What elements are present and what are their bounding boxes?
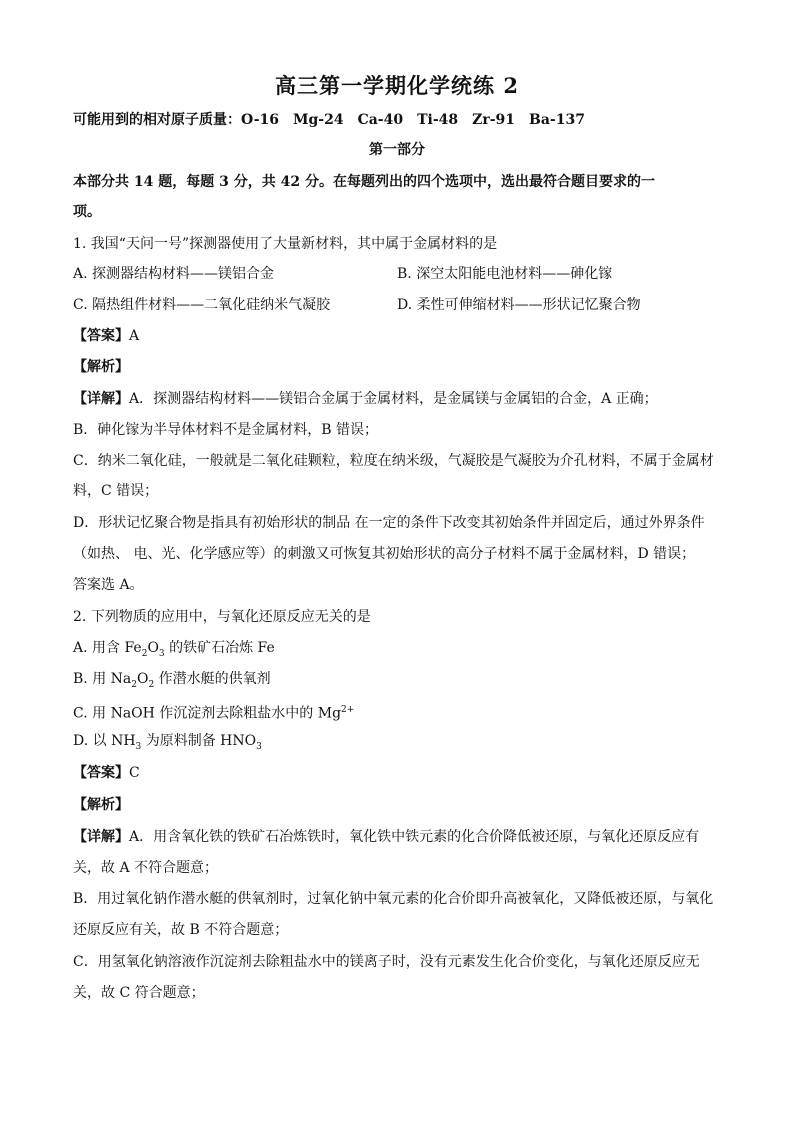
q2-detail-c-1: C．用氢氧化钠溶液作沉淀剂去除粗盐水中的镁离子时，没有元素发生化合价变化，与氧化还原反应无 <box>73 954 700 970</box>
q2-option-a <box>73 638 275 664</box>
q1-answer <box>73 326 139 346</box>
q2-detail-b-2: 还原反应有关，故 B 不符合题意； <box>73 922 289 938</box>
q1-stem: 1. 我国“天问一号”探测器使用了大量新材料，其中属于金属材料的是 <box>73 236 498 252</box>
q1-option-b: B. 深空太阳能电池材料——砷化镓 <box>397 266 613 282</box>
q2-detail-a-1 <box>73 827 699 847</box>
part-heading: 第一部分 <box>369 142 425 158</box>
subscript: 3 <box>256 741 262 752</box>
q2-option-c <box>73 700 354 724</box>
q1-option-c: C. 隔热组件材料——二氧化硅纳米气凝胶 <box>73 297 331 313</box>
instructions-line-2: 项。 <box>73 204 101 220</box>
q1-detail-d-2: （如热、 电、光、化学感应等）的刺激又可恢复其初始形状的高分子材料不属于金属材料，D 错误； <box>73 546 696 562</box>
text: C. 用 NaOH 作沉淀剂去除粗盐水中的 Mg <box>73 705 342 722</box>
q2-detail-b-1: B．用过氧化钠作潜水艇的供氧剂时，过氧化钠中氧元素的化合价即升高被氧化，又降低被还原，与氧化 <box>73 891 714 907</box>
text: O <box>136 671 149 687</box>
answer-label: 【答案】 <box>73 765 129 781</box>
q2-detail-c-2: 关，故 C 符合题意； <box>73 985 205 1001</box>
q1-detail-c-1: C．纳米二氧化硅，一般就是二氧化硅颗粒，粒度在纳米级，气凝胶是气凝胶为介孔材料，不属于金属材 <box>73 453 714 469</box>
superscript: 2+ <box>341 705 355 715</box>
detail-text: A．探测器结构材料——镁铝合金属于金属材料，是金属镁与金属铝的合金，A 正确； <box>129 391 658 407</box>
text: 作潜水艇的供氧剂 <box>154 671 271 687</box>
q2-analysis-label: 【解析】 <box>73 797 129 813</box>
answer-label: 【答案】 <box>73 328 129 344</box>
q1-detail-d-1: D．形状记忆聚合物是指具有初始形状的制品 在一定的条件下改变其初始条件并固定后，通过外界条件 <box>73 515 705 531</box>
page-title: 高三第一学期化学统练 2 <box>275 73 519 98</box>
q2-option-b <box>73 669 271 695</box>
q1-conclusion: 答案选 A。 <box>73 577 144 593</box>
q2-answer <box>73 763 140 783</box>
subscript: 2 <box>131 679 137 690</box>
detail-text: A．用含氧化铁的铁矿石冶炼铁时，氧化铁中铁元素的化合价降低被还原，与氧化还原反应有 <box>129 829 700 845</box>
detail-label: 【详解】 <box>73 829 129 845</box>
q1-option-a: A. 探测器结构材料——镁铝合金 <box>73 266 275 282</box>
text: O <box>147 640 159 656</box>
text: 为原料制备 HNO <box>141 733 257 749</box>
subscript: 3 <box>135 741 142 752</box>
text: 的铁矿石冶炼 Fe <box>164 640 275 656</box>
text: D. 以 NH <box>73 733 136 749</box>
q2-stem: 2. 下列物质的应用中，与氧化还原反应无关的是 <box>73 609 371 625</box>
atomic-masses: 可能用到的相对原子质量：O-16 Mg-24 Ca-40 Ti-48 Zr-91 Ba-137 <box>73 112 585 128</box>
q2-option-d <box>73 731 262 757</box>
subscript: 2 <box>148 679 155 690</box>
subscript: 3 <box>158 648 165 659</box>
text: A. 用含 Fe <box>73 640 142 656</box>
detail-label: 【详解】 <box>73 391 129 407</box>
q1-detail-c-2: 料，C 错误； <box>73 483 159 499</box>
answer-value: C <box>129 765 140 781</box>
q1-detail-b: B．砷化镓为半导体材料不是金属材料，B 错误； <box>73 422 379 438</box>
q2-detail-a-2: 关，故 A 不符合题意； <box>73 860 219 876</box>
q1-option-d: D. 柔性可伸缩材料——形状记忆聚合物 <box>397 297 641 313</box>
instructions-line-1: 本部分共 14 题，每题 3 分，共 42 分。在每题列出的四个选项中，选出最符合题目要求的一 <box>73 174 655 190</box>
subscript: 2 <box>141 648 148 659</box>
answer-value: A <box>129 328 140 344</box>
q1-analysis-label: 【解析】 <box>73 359 129 375</box>
q1-detail-a <box>73 389 658 409</box>
text: B. 用 Na <box>73 671 132 687</box>
